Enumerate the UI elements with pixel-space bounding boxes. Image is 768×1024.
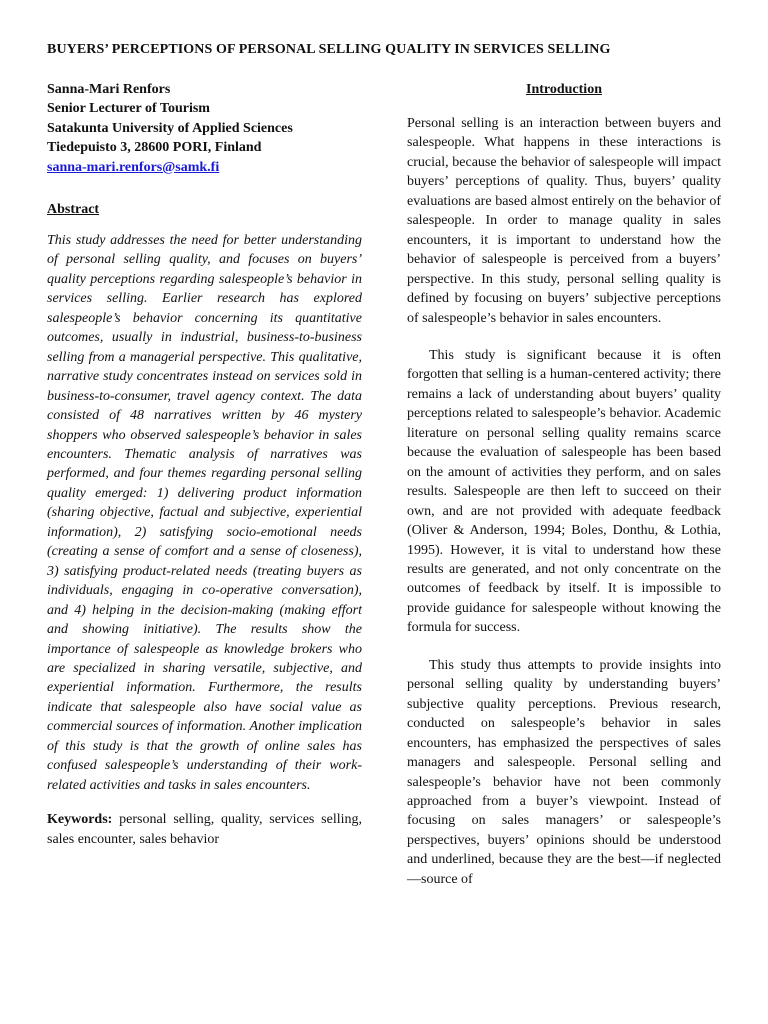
author-institution: Satakunta University of Applied Sciences: [47, 120, 293, 136]
keywords: [47, 810, 362, 849]
intro-paragraph-2: This study is significant because it is often forgotten that selling is a human-centered activity; there remains a lack of understanding about buyers’ quality perceptions related to salespeople’s behavior. Academic literature on personal selling quality remains scarce because the evaluation of salespeople has been based on the amount of activities they perform, and on sales results. Salespeople are then left to succeed on their own, and are not provided with adequate feedback (Oliver & Anderson, 1994; Boles, Donthu, & Lothia, 1995). However, it is vital to understand how these results are generated, and not only concentrate on the outcomes of feedback by itself. It is impossible to provide guidance for salespeople without knowing the formula for success.: [407, 347, 721, 636]
keywords-text: personal selling, quality, services selling, sales encounter, sales behavior: [47, 812, 362, 847]
intro-paragraph-3: This study thus attempts to provide insights into personal selling quality by understanding buyers’ subjective quality perceptions. Previous research, conducted on salespeople’s behavior in sales encounters, has emphasized the perspectives of sales managers and salespeople. Personal selling and salespeople’s behavior have not been commonly approached from a buyer’s viewpoint. Instead of focusing on sales managers’ or salespeople’s perspectives, buyers’ opinions should be understood and underlined, because they are the best—if neglected—source of: [407, 657, 721, 887]
introduction-heading: Introduction: [526, 82, 602, 97]
author-email-link[interactable]: sanna-mari.renfors@samk.fi: [47, 159, 220, 175]
author-name: Sanna-Mari Renfors: [47, 82, 171, 97]
paper-title: BUYERS’ PERCEPTIONS OF PERSONAL SELLING QUALITY IN SERVICES SELLING: [47, 42, 611, 57]
abstract-text: This study addresses the need for better understanding of personal selling quality, and focuses on buyers’ quality perceptions regarding salespeople’s behavior in services selling. Earlier research has explored salespeople’s behavior concerning its quantitative outcomes, usually in industrial, business-to-business selling from a managerial perspective. This qualitative, narrative study concentrates instead on services sold in business-to-consumer, travel agency context. The data consisted of 48 narratives written by 46 mystery shoppers who observed salespeople’s behavior in sales encounters. Thematic analysis of narratives was performed, and four themes regarding personal selling quality emerged: 1) delivering product information (sharing objective, factual and subjective, experiential information), 2) satisfying socio-emotional needs (creating a sense of comfort and a sense of closeness), 3) satisfying product-related needs (treating buyers as individuals, engaging in co-operative conversation), and 4) helping in the decision-making (making effort and showing initiative). The results show the importance of salespeople as knowledge brokers who are specialized in sharing versatile, subjective, and experiential information. Furthermore, the results indicate that salespeople also have social value as commercial sources of information. Another implication of this study is that the growth of online sales has confused salespeople’s understanding of their work-related activities and tasks in sales encounters.: [47, 233, 362, 793]
author-block: [47, 80, 362, 177]
author-address: Tiedepuisto 3, 28600 PORI, Finland: [47, 140, 262, 156]
abstract-heading: Abstract: [47, 202, 100, 218]
author-position: Senior Lecturer of Tourism: [47, 101, 210, 117]
right-column: [407, 80, 721, 907]
left-column: [47, 80, 362, 849]
intro-paragraph-1: Personal selling is an interaction between buyers and salespeople. What happens in these interactions is crucial, because the behavior of salespeople will impact buyers’ perceptions of quality. Thus, buyers’ quality evaluations are based almost entirely on the behavior of salespeople. In order to manage quality in sales encounters, it is important to understand how the behavior of salespeople is perceived from a buyers’ perspective. In this study, personal selling quality is defined by focusing on buyers’ subjective perceptions of salespeople’s behavior in sales encounters.: [407, 116, 721, 326]
keywords-label: Keywords:: [47, 812, 113, 828]
